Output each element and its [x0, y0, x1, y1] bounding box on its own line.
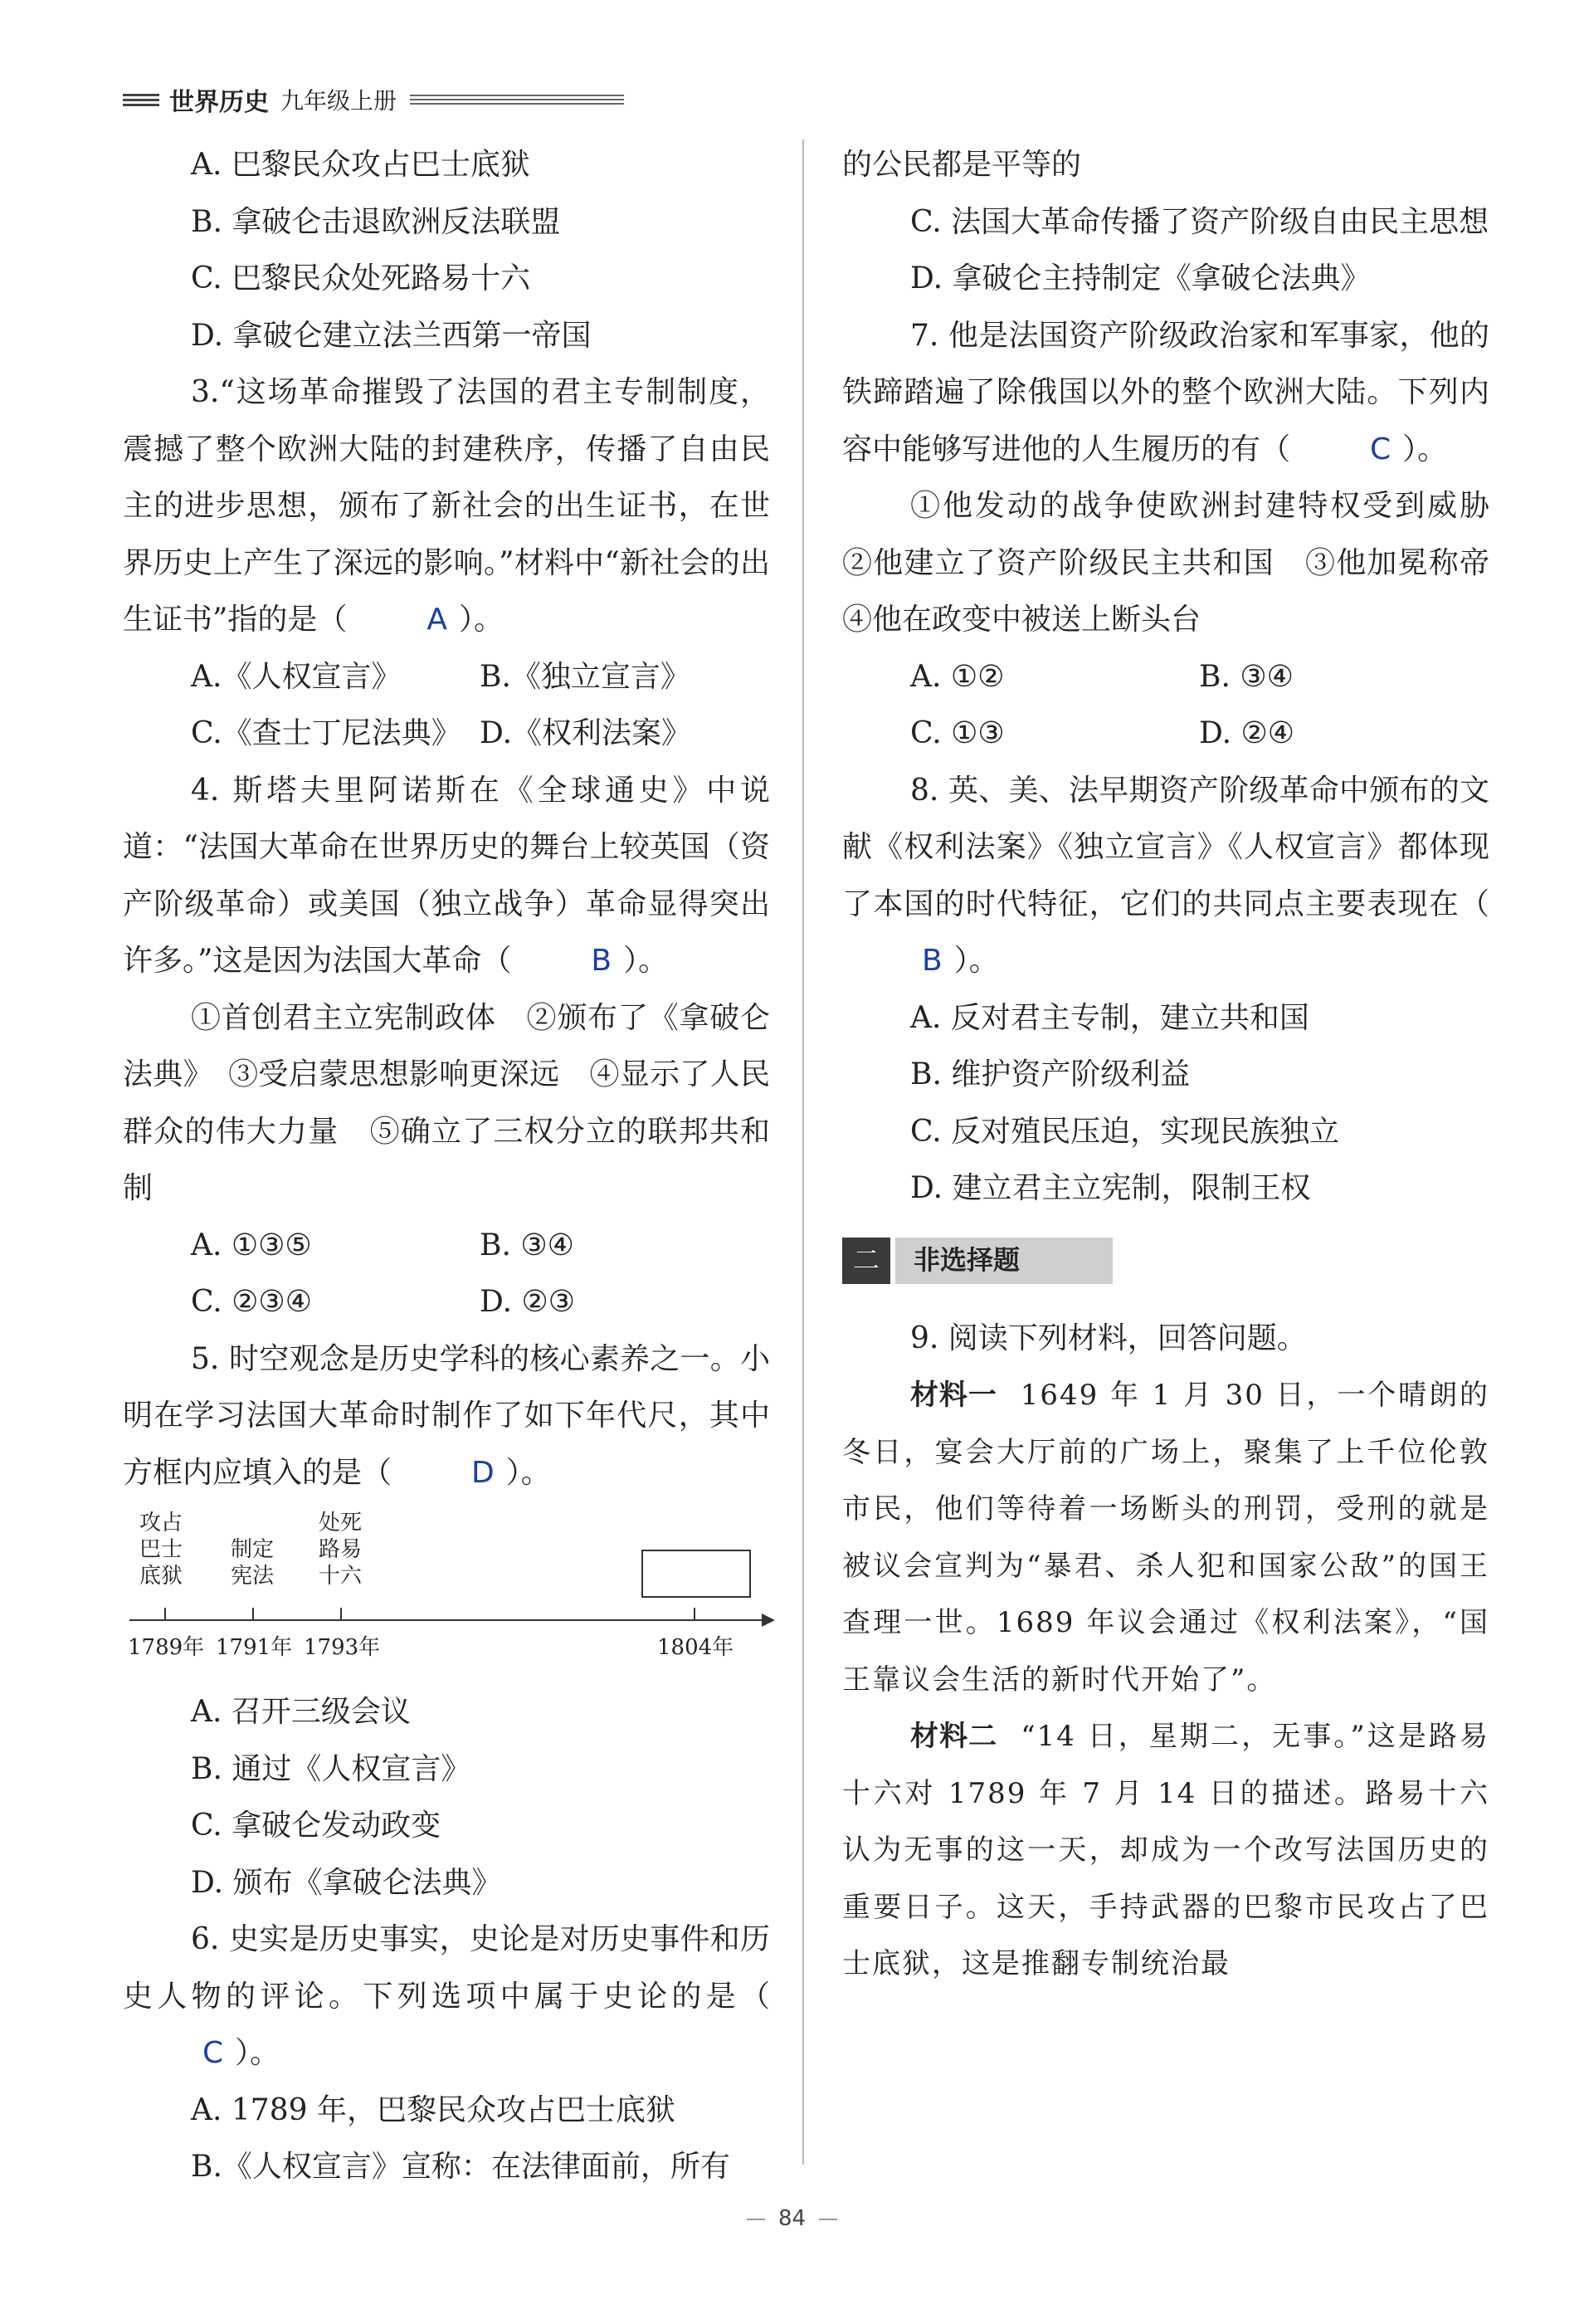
q7-option-b: B. ③④: [1199, 659, 1294, 694]
question-4: [123, 763, 770, 990]
timeline-event-bastille: [139, 1510, 183, 1589]
q8-stem-end: ）。: [953, 944, 999, 978]
q5-option-c: C. 拿破仑发动政变: [191, 1809, 441, 1843]
material-1-label: 材料一: [910, 1379, 997, 1412]
question-8: [842, 763, 1489, 990]
q5-stem: 5. 时空观念是历史学科的核心素养之一。小明在学习法国大革命时制作了如下年代尺，其中方框内应填入的是（: [123, 1341, 770, 1490]
q4-option-c: C. ②③④: [191, 1285, 312, 1319]
book-subtitle: 九年级上册: [280, 87, 397, 115]
q6-answer: C: [202, 2036, 224, 2070]
material-1: [842, 1367, 1489, 1708]
q4-options-row-2: [123, 1274, 770, 1331]
timeline-event-line: 底狱: [139, 1564, 183, 1589]
q7-stem: 7. 他是法国资产阶级政治家和军事家，他的铁蹄踏遍了除俄国以外的整个欧洲大陆。下列内容中能够写进他的人生履历的有（: [842, 318, 1489, 466]
material-2-text: “14 日，星期二，无事。”这是路易十六对 1789 年 7 月 14 日的描述。路易十六认为无事的这一天，却成为一个改写法国历史的重要日子。这天，手持武器的巴黎市民攻占了巴士底狱，这是推翻专制统治最: [842, 1720, 1490, 1980]
material-2-label: 材料二: [910, 1720, 998, 1753]
question-5: [123, 1331, 770, 1502]
q3-option-c: C.《查士丁尼法典》: [191, 716, 461, 750]
q8-stem: 8. 英、美、法早期资产阶级革命中颁布的文献《权利法案》《独立宣言》《人权宣言》都体现了本国的时代特征，它们的共同点主要表现在（: [842, 773, 1489, 921]
q3-stem: 3.“这场革命摧毁了法国的君主专制制度，震撼了整个欧洲大陆的封建秩序，传播了自由民主的进步思想，颁布了新社会的出生证书，在世界历史上产生了深远的影响。”材料中“新社会的出生证书”指的是（: [123, 375, 770, 637]
timeline-axis: [129, 1619, 768, 1621]
q8-option-a: A. 反对君主专制，建立共和国: [910, 1000, 1309, 1035]
q6-stem-end: ）。: [235, 2036, 280, 2070]
q8-option-d: D. 建立君主立宪制，限制王权: [910, 1171, 1311, 1205]
question-9: 9. 阅读下列材料，回答问题。: [910, 1321, 1307, 1355]
q6-option-c: C. 法国大革命传播了资产阶级自由民主思想: [910, 204, 1489, 239]
timeline-arrow-icon: [762, 1614, 775, 1627]
q8-answer: B: [922, 944, 943, 978]
q8-option-b: B. 维护资产阶级利益: [910, 1057, 1191, 1091]
timeline-event-line: 攻占: [139, 1511, 183, 1536]
q5-option-d: D. 颁布《拿破仑法典》: [191, 1865, 502, 1900]
timeline-event-line: 宪法: [231, 1564, 275, 1589]
timeline-event-line: 路易: [319, 1537, 363, 1562]
q3-options-row-1: [123, 649, 770, 706]
section-number: 二: [842, 1238, 890, 1284]
q6-option-a: A. 1789 年，巴黎民众攻占巴士底狱: [191, 2092, 675, 2127]
timeline-event-line: 处死: [319, 1511, 363, 1536]
material-2: [842, 1708, 1489, 1993]
section-title: 非选择题: [895, 1238, 1113, 1284]
q7-option-c: C. ①③: [910, 716, 1005, 750]
page-number-dash: [819, 2219, 837, 2220]
left-column: [123, 137, 770, 2196]
q7-options-row-1: [842, 649, 1489, 706]
q6-stem: 6. 史实是历史事实，史论是对历史事件和历史人物的评论。下列选项中属于史论的是（: [123, 1922, 770, 2014]
column-divider: [802, 139, 804, 2165]
q5-option-b: B. 通过《人权宣言》: [191, 1751, 471, 1786]
timeline-ruler: [123, 1501, 770, 1684]
page-header: [123, 81, 624, 118]
q7-items: ①他发动的战争使欧洲封建特权受到威胁 ②他建立了资产阶级民主共和国 ③他加冕称帝 ④他在政变中被送上断头台: [842, 489, 1520, 637]
q5-option-a: A. 召开三级会议: [191, 1695, 411, 1729]
q4-option-d: D. ②③: [480, 1285, 576, 1319]
q2-option-d: D. 拿破仑建立法兰西第一帝国: [191, 318, 592, 353]
q2-option-a: A. 巴黎民众攻占巴士底狱: [191, 148, 530, 182]
q6-option-b: B.《人权宣言》宣称：在法律面前，所有: [191, 2150, 730, 2184]
page-number-value: 84: [777, 2206, 807, 2231]
timeline-tick: [164, 1608, 166, 1619]
question-6: [123, 1911, 770, 2082]
timeline-event-line: 十六: [319, 1564, 363, 1589]
q3-stem-end: ）。: [459, 603, 504, 637]
q7-option-d: D. ②④: [1199, 716, 1295, 750]
q3-option-b: B.《独立宣言》: [480, 659, 690, 694]
q3-answer: A: [426, 603, 448, 637]
q4-answer: B: [591, 944, 612, 978]
q5-answer: D: [471, 1455, 495, 1490]
q7-answer: C: [1370, 432, 1391, 466]
timeline-event-line: 巴士: [139, 1537, 183, 1562]
q3-option-d: D.《权利法案》: [480, 716, 692, 750]
timeline-event-constitution: [231, 1536, 274, 1589]
q3-options-row-2: [123, 706, 770, 763]
section-heading: [842, 1234, 1489, 1287]
q6-option-b-continued: 的公民都是平等的: [842, 148, 1082, 182]
timeline-year-1789: 1789年: [128, 1635, 205, 1660]
q4-option-a: A. ①③⑤: [191, 1228, 312, 1262]
q2-option-c: C. 巴黎民众处死路易十六: [191, 261, 531, 295]
q4-items: ①首创君主立宪制政体 ②颁布了《拿破仑法典》 ③受启蒙思想影响更深远 ④显示了人民群众的伟大力量 ⑤确立了三权分立的联邦共和制: [123, 1000, 770, 1205]
page-number: [0, 2206, 1584, 2231]
q3-option-a: A.《人权宣言》: [191, 659, 402, 694]
q4-option-b: B. ③④: [480, 1228, 574, 1262]
q5-stem-end: ）。: [505, 1455, 551, 1490]
book-title: 世界历史: [169, 88, 269, 117]
timeline-year-1793: 1793年: [304, 1635, 381, 1660]
right-column: [842, 137, 1520, 1993]
page-number-dash: [747, 2219, 765, 2220]
q7-option-a: A. ①②: [910, 659, 1005, 694]
q6-option-d: D. 拿破仑主持制定《拿破仑法典》: [910, 261, 1371, 295]
timeline-tick: [340, 1608, 342, 1619]
timeline-year-1791: 1791年: [216, 1635, 293, 1660]
q7-options-row-2: [842, 706, 1489, 763]
material-1-text: 1649 年 1 月 30 日，一个晴朗的冬日，宴会大厅前的广场上，聚集了上千位伦敦市民，他们等待着一场断头的刑罚，受刑的就是被议会宣判为“暴君、杀人犯和国家公敌”的国王查理一世。1689 年议会通过《权利法案》，“国王靠议会生活的新时代开始了”。: [842, 1379, 1490, 1697]
timeline-year-1804: 1804年: [657, 1635, 734, 1660]
q8-option-c: C. 反对殖民压迫，实现民族独立: [910, 1114, 1340, 1149]
q4-stem-end: ）。: [623, 944, 669, 978]
question-3: [123, 364, 770, 649]
q4-options-row-1: [123, 1218, 770, 1275]
timeline-event-line: 制定: [231, 1537, 275, 1562]
q2-option-b: B. 拿破仑击退欧洲反法联盟: [191, 204, 561, 239]
header-bars-decoration: [123, 94, 159, 106]
header-rule-decoration: [410, 95, 624, 105]
question-7: [842, 308, 1489, 479]
timeline-event-execution: [319, 1510, 362, 1589]
timeline-blank-box: [641, 1550, 751, 1598]
timeline-tick: [694, 1608, 695, 1619]
q4-stem: 4. 斯塔夫里阿诺斯在《全球通史》中说道：“法国大革命在世界历史的舞台上较英国（资产阶级革命）或美国（独立战争）革命显得突出许多。”这是因为法国大革命（: [123, 773, 770, 978]
q7-stem-end: ）。: [1402, 432, 1448, 466]
timeline-tick: [252, 1608, 254, 1619]
